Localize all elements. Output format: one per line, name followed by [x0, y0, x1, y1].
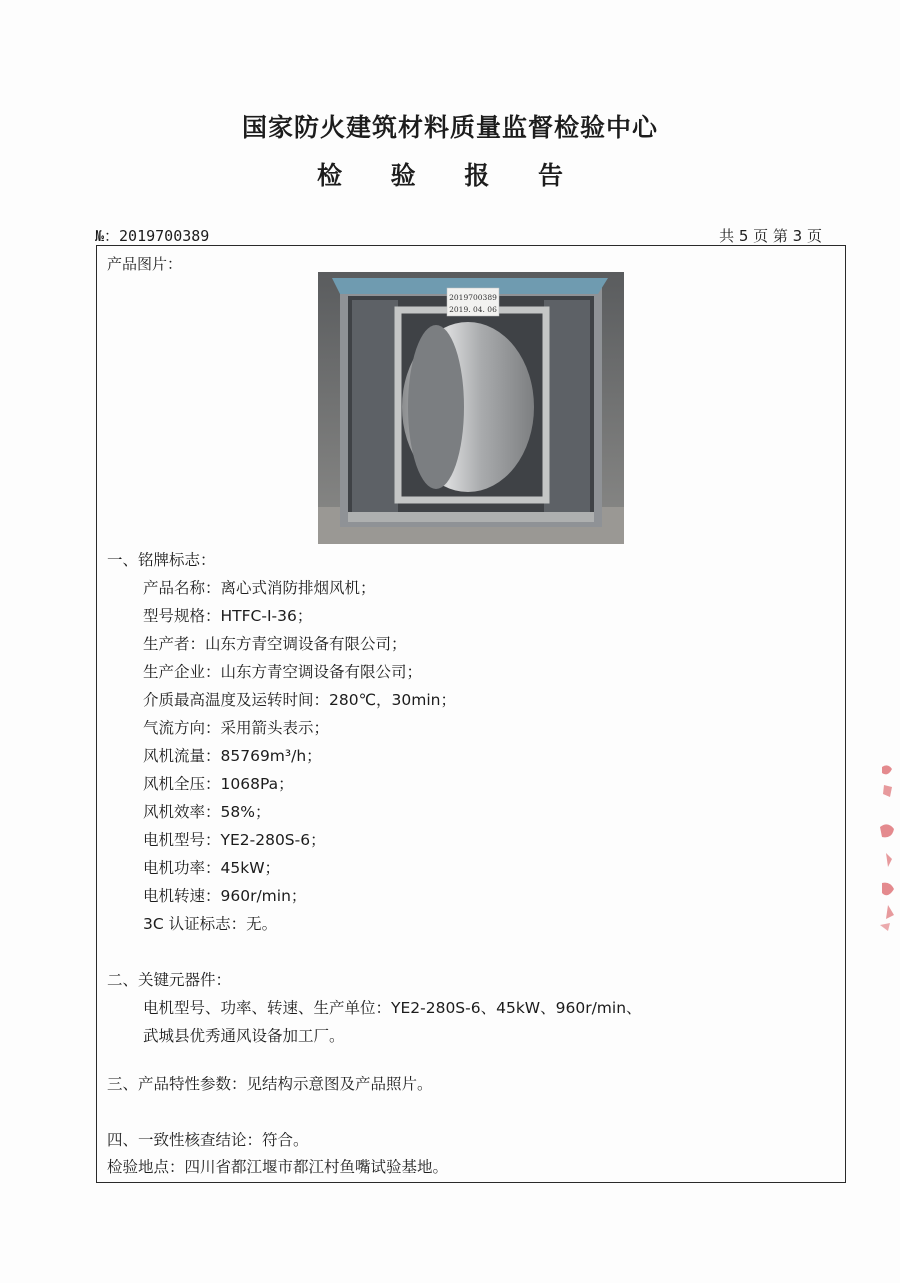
nameplate-item: 风机全压：1068Pa； [143, 775, 294, 793]
nameplate-item: 风机效率：58%； [143, 803, 271, 821]
nameplate-item: 电机转速：960r/min； [143, 887, 307, 905]
nameplate-item: 电机功率：45kW； [143, 859, 281, 877]
section1-heading: 一、铭牌标志： [107, 551, 216, 569]
seal-stamp-fragment [874, 755, 900, 935]
component-line: 武城县优秀通风设备加工厂。 [143, 1027, 345, 1045]
nameplate-item: 生产者：山东方青空调设备有限公司； [143, 635, 407, 653]
photo-tag-date: 2019. 04. 06 [449, 305, 497, 314]
test-location: 检验地点：四川省都江堰市都江村鱼嘴试验基地。 [107, 1158, 449, 1176]
photo-label: 产品图片： [107, 255, 183, 273]
nameplate-item: 介质最高温度及运转时间：280℃，30min； [143, 691, 456, 709]
report-title: 检 验 报 告 [316, 161, 584, 190]
nameplate-item: 电机型号：YE2-280S-6； [143, 831, 326, 849]
nameplate-item: 气流方向：采用箭头表示； [143, 719, 330, 737]
nameplate-item: 产品名称：离心式消防排烟风机； [143, 579, 376, 597]
org-title: 国家防火建筑材料质量监督检验中心 [241, 113, 658, 142]
section3-text: 三、产品特性参数：见结构示意图及产品照片。 [107, 1075, 433, 1093]
component-line: 电机型号、功率、转速、生产单位：YE2-280S-6、45kW、960r/min、 [143, 999, 642, 1017]
section4-text: 四、一致性核查结论：符合。 [107, 1131, 309, 1149]
nameplate-item: 风机流量：85769m³/h； [143, 747, 322, 765]
product-photo [318, 272, 624, 544]
page-info: 共 5 页 第 3 页 [719, 227, 822, 245]
photo-tag-number: 2019700389 [449, 293, 497, 302]
nameplate-item: 3C 认证标志：无。 [143, 915, 278, 933]
nameplate-item: 型号规格：HTFC-Ⅰ-36； [143, 607, 313, 625]
nameplate-item: 生产企业：山东方青空调设备有限公司； [143, 663, 423, 681]
section2-heading: 二、关键元器件： [107, 971, 232, 989]
report-number: №：2019700389 [95, 227, 210, 245]
